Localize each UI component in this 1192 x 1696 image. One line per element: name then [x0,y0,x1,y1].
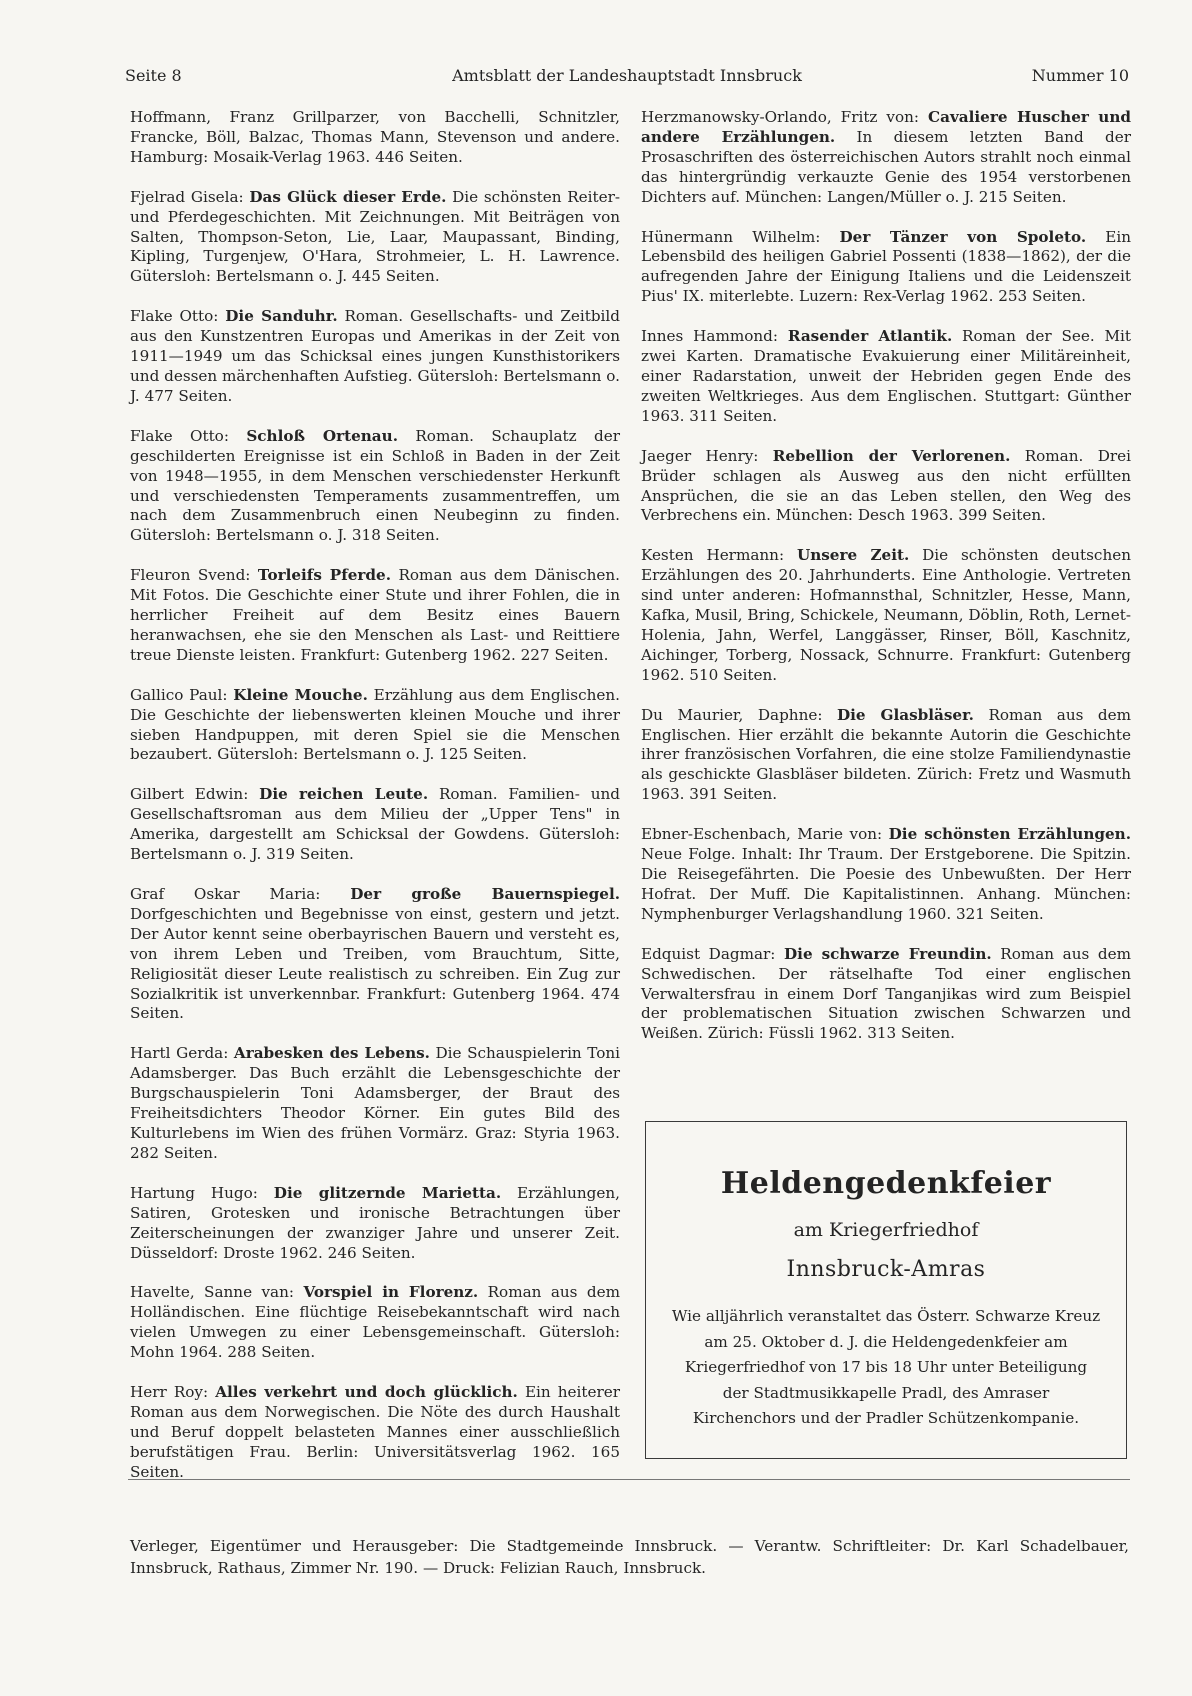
book-entry: Edquist Dagmar: Die schwarze Freundin. Roman aus dem Schwedischen. Der rätselhafte Tod einer englischen Verwaltersfrau in einem Dorf Tanganjikas wird zum Beispiel der problematischen Situation zwischen Schwarzen und Weißen. Zürich: Füssli 1962. 313 Seiten. [641,944,1131,1043]
right-column [641,108,1131,1064]
notice-place: Innsbruck-Amras [786,1257,986,1282]
book-entry: Innes Hammond: Rasender Atlantik. Roman der See. Mit zwei Karten. Dramatische Evakuierung einer Militäreinheit, einer Radarstation, unweit der Hebriden gegen Ende des zweiten Weltkrieges. Aus dem Englischen. Stuttgart: Günther 1963. 311 Seiten. [641,327,1131,425]
book-entry: Jaeger Henry: Rebellion der Verlorenen. Roman. Drei Brüder schlagen als Ausweg aus den nicht erfüllten Ansprüchen, die sie an das Leben stellen, den Weg des Verbrechens ein. München: Desch 1963. 399 Seiten. [641,446,1131,525]
book-entry: Herzmanowsky-Orlando, Fritz von: Cavaliere Huscher und andere Erzählungen. In diesem letzten Band der Prosaschriften des österreichischen Autors strahlt noch einmal das hintergründig verkauzte Genie des 1954 verstorbenen Dichters auf. München: Langen/Müller o. J. 215 Seiten. [641,108,1132,206]
book-entry: Flake Otto: Schloß Ortenau. Roman. Schauplatz der geschilderten Ereignisse ist ein Schloß in Baden in der Zeit von 1948—1955, in dem Menschen verschiedenster Herkunft und verschiedensten Temperaments zusammentreffen, um nach dem Zusammenbruch einen Neubeginn zu finden. Gütersloh: Bertelsmann o. J. 318 Seiten. [130,426,620,545]
book-entry: Kesten Hermann: Unsere Zeit. Die schönsten deutschen Erzählungen des 20. Jahrhunderts. Eine Anthologie. Vertreten sind unter anderen: Hofmannsthal, Schnitzler, Hesse, Mann, Kafka, Musil, Bring, Schickele, Neumann, Döblin, Roth, Lernet-Holenia, Jahn, Werfel, Langgässer, Rinser, Böll, Kaschnitz, Aichinger, Torberg, Nossack, Schnurre. Frankfurt: Gutenberg 1962. 510 Seiten. [641,546,1131,684]
book-entry: Hünermann Wilhelm: Der Tänzer von Spoleto. Ein Lebensbild des heiligen Gabriel Possenti (1838—1862), der die aufregenden Jahre der Einigung Italiens und die Leidenszeit Pius' IX. miterlebte. Luzern: Rex-Verlag 1962. 253 Seiten. [641,227,1131,306]
footer-divider [128,1479,1130,1480]
page-number: Seite 8 [125,66,182,85]
book-entry: Hartl Gerda: Arabesken des Lebens. Die Schauspielerin Toni Adamsberger. Das Buch erzählt die Lebensgeschichte der Burgschauspielerin Toni Adamsberger, der Braut des Freiheitsdichters Theodor Körner. Ein gutes Bild des Kulturlebens im Wien des frühen Vormärz. Graz: Styria 1963. 282 Seiten. [130,1044,620,1162]
book-entry: Gallico Paul: Kleine Mouche. Erzählung aus dem Englischen. Die Geschichte der liebenswerten kleinen Mouche und ihrer sieben Handpuppen, mit deren Spiel sie die Menschen bezaubert. Gütersloh: Bertelsmann o. J. 125 Seiten. [130,685,620,764]
notice-subtitle: am Kriegerfriedhof [793,1219,979,1241]
page-header [125,66,1129,90]
book-entry: Fjelrad Gisela: Das Glück dieser Erde. Die schönsten Reiter- und Pferdegeschichten. Mit Zeichnungen. Mit Beiträgen von Salten, Thompson-Seton, Lie, Laar, Maupassant, Binding, Kipling, Turgenjew, O'Hara, Strohmeier, L. H. Lawrence. Gütersloh: Bertelsmann o. J. 445 Seiten. [130,187,620,286]
book-entry: Gilbert Edwin: Die reichen Leute. Roman. Familien- und Gesellschaftsroman aus dem Milieu der „Upper Tens" in Amerika, dargestellt am Schicksal der Gowdens. Gütersloh: Bertelsmann o. J. 319 Seiten. [130,785,620,864]
imprint: Verleger, Eigentümer und Herausgeber: Die Stadtgemeinde Innsbruck. — Verantw. Schriftleiter: Dr. Karl Schadelbauer, Innsbruck, Rathaus, Zimmer Nr. 190. — Druck: Felizian Rauch, Innsbruck. [130,1537,1129,1577]
book-entry: Fleuron Svend: Torleifs Pferde. Roman aus dem Dänischen. Mit Fotos. Die Geschichte einer Stute und ihrer Fohlen, die in herrlicher Freiheit auf dem Besitz eines Bauern heranwachsen, ehe sie den Menschen als Last- und Reittiere treue Dienste leisten. Frankfurt: Gutenberg 1962. 227 Seiten. [130,566,620,664]
left-column [130,108,620,1503]
issue-number: Nummer 10 [1031,66,1129,85]
publication-title: Amtsblatt der Landeshauptstadt Innsbruck [452,66,802,85]
memorial-notice-box [645,1121,1127,1459]
book-entry: Herr Roy: Alles verkehrt und doch glücklich. Ein heiterer Roman aus dem Norwegischen. Die Nöte des durch Haushalt und Beruf doppelt belasteten Mannes einer ausschließlich berufstätigen Frau. Berlin: Universitätsverlag 1962. 165 Seiten. [130,1383,621,1481]
book-entry: Hoffmann, Franz Grillparzer, von Bacchelli, Schnitzler, Francke, Böll, Balzac, Thomas Mann, Stevenson und andere. Hamburg: Mosaik-Verlag 1963. 446 Seiten. [130,108,620,166]
book-entry: Havelte, Sanne van: Vorspiel in Florenz. Roman aus dem Holländischen. Eine flüchtige Reisebekanntschaft wird nach vielen Umwegen zu einer Lebensgemeinschaft. Gütersloh: Mohn 1964. 288 Seiten. [130,1283,621,1362]
book-entry: Flake Otto: Die Sanduhr. Roman. Gesellschafts- und Zeitbild aus den Kunstzentren Europas und Amerikas in der Zeit von 1911—1949 um das Schicksal eines jungen Kunsthistorikers und dessen märchenhaften Aufstieg. Gütersloh: Bertelsmann o. J. 477 Seiten. [130,307,620,405]
notice-title: Heldengedenkfeier [720,1166,1052,1201]
book-entry: Ebner-Eschenbach, Marie von: Die schönsten Erzählungen. Neue Folge. Inhalt: Ihr Traum. Der Erstgeborene. Die Spitzin. Die Reisegefährten. Die Poesie des Unbewußten. Der Herr Hofrat. Der Muff. Die Kapitalistinnen. Anhang. München: Nymphenburger Verlagshandlung 1960. 321 Seiten. [641,825,1131,923]
book-entry: Du Maurier, Daphne: Die Glasbläser. Roman aus dem Englischen. Hier erzählt die bekannte Autorin die Geschichte ihrer französischen Vorfahren, die eine stolze Familiendynastie als geschickte Glasbläser bildeten. Zürich: Fretz und Wasmuth 1963. 391 Seiten. [641,705,1132,804]
book-entry: Hartung Hugo: Die glitzernde Marietta. Erzählungen, Satiren, Grotesken und ironische Betrachtungen über Zeiterscheinungen der zwanziger Jahre und unserer Zeit. Düsseldorf: Droste 1962. 246 Seiten. [130,1183,620,1262]
notice-body: Wie alljährlich veranstaltet das Österr. Schwarze Kreuz am 25. Oktober d. J. die Heldengedenkfeier am Kriegerfriedhof von 17 bis 18 Uhr unter Beteiligung der Stadtmusikkapelle Pradl, des Amraser Kirchenchors und der Pradler Schützenkompanie. [671,1307,1101,1427]
book-entry: Graf Oskar Maria: Der große Bauernspiegel. Dorfgeschichten und Begebnisse von einst, gestern und jetzt. Der Autor kennt seine oberbayrischen Bauern und versteht es, von ihrem Leben und Treiben, vom Brauchtum, Sitte, Religiosität dieser Leute realistisch zu schreiben. Ein Zug zur Sozialkritik ist unverkennbar. Frankfurt: Gutenberg 1964. 474 Seiten. [130,885,620,1023]
